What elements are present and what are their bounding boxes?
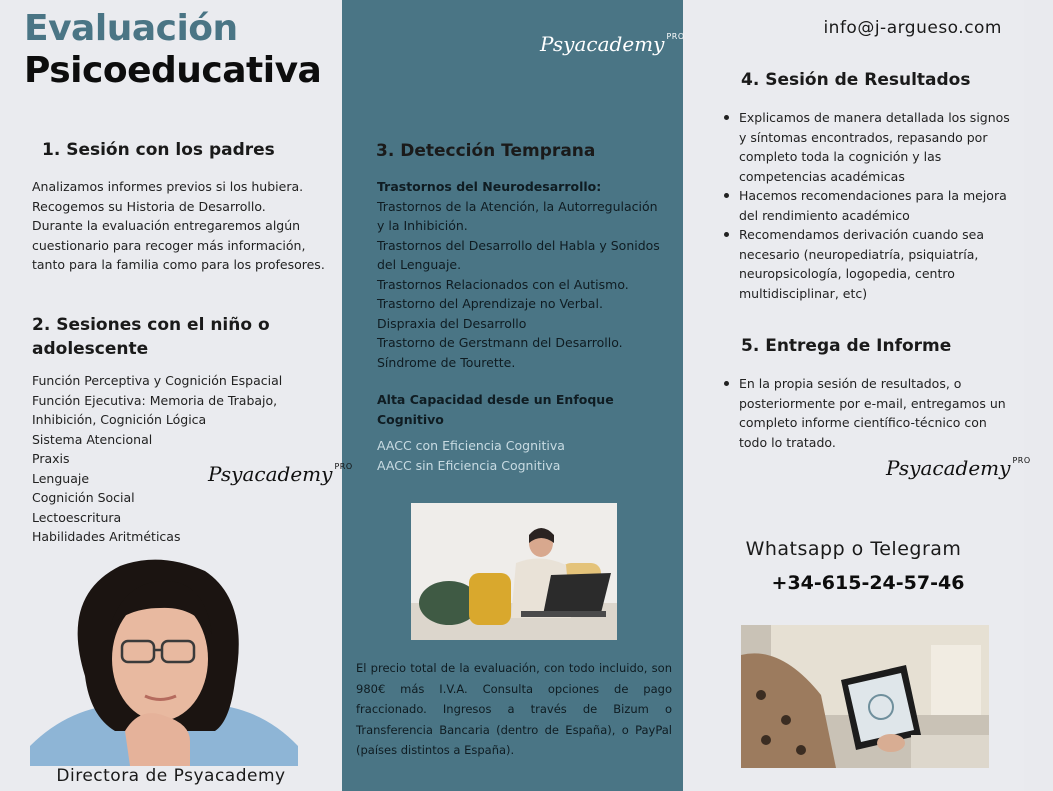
section1-line: Analizamos informes previos si los hubiera. [32,179,304,194]
section1-line: tanto para la familia como para los profesores. [32,257,325,272]
logo-suffix: PRO [1012,456,1031,465]
section1-heading: 1. Sesión con los padres [42,140,275,160]
high-capacity-heading-line: Alta Capacidad desde un Enfoque [377,392,614,407]
list-item: Función Perceptiva y Cognición Espacial [32,373,283,388]
section1-line: Recogemos su Historia de Desarrollo. [32,198,266,214]
section1-line: Durante la evaluación entregaremos algún [32,218,301,233]
list-item: Función Ejecutiva: Memoria de Trabajo, [32,392,278,408]
psyacademy-logo [208,462,353,486]
student-laptop-photo [411,503,617,640]
list-item: Lenguaje [32,470,90,486]
list-item: AACC con Eficiencia Cognitiva [377,438,565,453]
section3-heading: 3. Detección Temprana [376,141,596,161]
list-item: Cognición Social [32,490,135,505]
tablet-photo [741,625,989,768]
list-item: En la propia sesión de resultados, o posteriormente por e-mail, entregamos un completo informe científico-técnico con todo lo tratado. [722,374,1010,452]
logo-text: Psyacademy [208,462,333,486]
section3-line: Trastornos Relacionados con el Autismo. [377,276,629,292]
logo-suffix: PRO [334,462,353,471]
section5-heading: 5. Entrega de Informe [741,336,952,356]
contact-label: Whatsapp o Telegram [745,538,962,560]
list-item: Habilidades Aritméticas [32,529,181,544]
psyacademy-logo [886,456,1031,480]
list-item: Lectoescritura [32,509,122,525]
list-item: Inhibición, Cognición Lógica [32,412,207,427]
logo-suffix: PRO [666,32,685,41]
contact-email[interactable]: info@j-argueso.com [823,18,1002,38]
section2-heading-line: 2. Sesiones con el niño o [32,315,270,335]
section2-list [32,371,282,547]
list-item: Sistema Atencional [32,431,153,447]
logo-text: Psyacademy [886,456,1011,480]
section2-heading [32,313,270,361]
director-photo [30,556,298,766]
section3-line: Trastorno del Aprendizaje no Verbal. [377,296,603,311]
list-item: Explicamos de manera detallada los signos y síntomas encontrados, repasando por completo toda la cognición y las competencias académicas [722,108,1020,186]
section5-list [722,374,1010,452]
section3-line: Trastornos del Desarrollo del Habla y Sonidos [377,237,660,253]
section3-line: Trastornos de la Atención, la Autorregulación [377,198,658,214]
high-capacity-list [377,436,565,475]
phone-number[interactable]: +34-615-24-57-46 [771,572,965,594]
pricing-paragraph: El precio total de la evaluación, con todo incluido, son 980€ más I.V.A. Consulta opciones de pago fraccionado. Ingresos a través de Bizum o Transferencia Bancaria (dentro de España), o PayPal (países distintos a España). [356,661,672,757]
section4-heading: 4. Sesión de Resultados [741,70,971,90]
section3-line: Dispraxia del Desarrollo [377,315,527,331]
title-line-2: Psicoeducativa [24,50,322,91]
section4-list [722,108,1020,303]
list-item: Praxis [32,451,70,466]
section2-heading-line: adolescente [32,339,149,359]
high-capacity-heading-line: Cognitivo [377,411,444,427]
logo-text: Psyacademy [540,32,665,56]
director-caption: Directora de Psyacademy [56,766,286,786]
list-item: Hacemos recomendaciones para la mejora del rendimiento académico [722,186,1020,225]
section3-line: Trastorno de Gerstmann del Desarrollo. [377,335,623,350]
section3-line: y la Inhibición. [377,218,468,233]
section3-line: Síndrome de Tourette. [377,354,516,370]
list-item: Recomendamos derivación cuando sea necesario (neuropediatría, psiquiatría, neuropsicología, logopedia, centro multidisciplinar, etc) [722,225,1020,303]
section3-text [377,177,660,372]
list-item: AACC sin Eficiencia Cognitiva [377,457,561,473]
section3-line: del Lenguaje. [377,257,462,272]
section3-subheading: Trastornos del Neurodesarrollo: [377,179,602,194]
section1-text [32,177,325,275]
title-line-1: Evaluación [24,8,238,49]
psyacademy-logo [540,32,685,56]
section1-line: cuestionario para recoger más información, [32,237,306,253]
high-capacity-heading [377,390,614,429]
